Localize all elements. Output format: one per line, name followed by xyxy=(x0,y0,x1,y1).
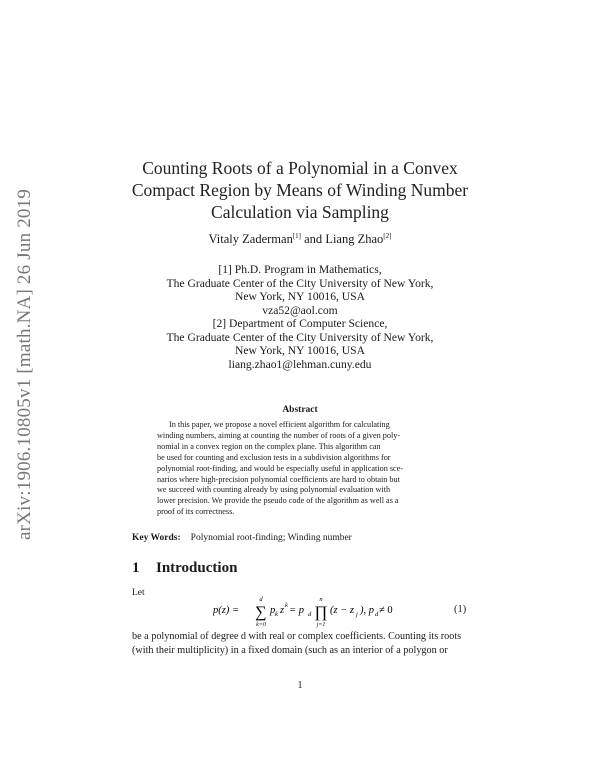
eq-sub-k: k xyxy=(275,611,278,618)
eq-sub-j: j xyxy=(356,611,358,618)
section-title: Introduction xyxy=(156,560,238,576)
eq-sup-k: k xyxy=(285,602,288,609)
eq-lhs: p(z) = xyxy=(213,605,240,616)
eq-sum-lower: k=0 xyxy=(256,622,266,628)
eq-prod-upper: n xyxy=(319,596,323,603)
eq-term1: p xyxy=(270,605,276,616)
eq-prod-symbol: ∏ xyxy=(314,604,328,621)
eq-sum-upper: d xyxy=(259,596,263,603)
abstract-line: winding numbers, aiming at counting the number of roots of a given poly- xyxy=(157,430,401,440)
author-2-mark: [2] xyxy=(383,232,392,240)
equation-1 xyxy=(213,593,393,633)
affiliation-line: The Graduate Center of the City University of New York, xyxy=(166,330,434,344)
equation-number: (1) xyxy=(454,604,467,615)
affiliation-email: liang.zhao1@lehman.cuny.edu xyxy=(228,357,372,371)
affiliation-line: [2] Department of Computer Science, xyxy=(212,317,388,330)
let-text: Let xyxy=(132,588,145,598)
eq-sum-symbol: ∑ xyxy=(255,604,267,621)
abstract-line: proof of its correctness. xyxy=(157,507,235,517)
eq-equals-pd: = p xyxy=(289,605,304,616)
abstract-line: lower precision. We provide the pseudo code of the algorithm as well as a xyxy=(157,496,399,506)
section-heading xyxy=(132,560,237,577)
abstract-body xyxy=(157,420,443,518)
abstract-line: polynomial root-finding, and would be especially useful in application sce- xyxy=(157,463,404,473)
abstract-line: In this paper, we propose a novel efficient algorithm for calculating xyxy=(169,420,390,429)
abstract-line: be used for counting and exclusion tests in a subdivision algorithms for xyxy=(157,452,391,462)
title-line: Counting Roots of a Polynomial in a Convex xyxy=(142,158,458,178)
authors xyxy=(130,232,470,247)
eq-close: ), p xyxy=(360,605,374,616)
eq-neq: ≠ 0 xyxy=(379,605,393,616)
eq-z: z xyxy=(280,605,285,616)
abstract-line: narios where high-precision polynomial coefficients are hard to obtain but xyxy=(157,474,400,484)
body-text xyxy=(132,630,468,657)
title-line: Compact Region by Means of Winding Number xyxy=(131,180,469,200)
arxiv-stamp: arXiv:1906.10805v1 [math.NA] 26 Jun 2019 xyxy=(14,188,35,540)
abstract-heading: Abstract xyxy=(282,405,318,415)
eq-sub-d2: d xyxy=(375,611,379,618)
keywords xyxy=(132,533,352,543)
keywords-label: Key Words: xyxy=(132,533,181,543)
page-number: 1 xyxy=(297,680,303,691)
author-2: Liang Zhao xyxy=(325,232,384,247)
body-line: (with their multiplicity) in a fixed domain (such as an interior of a polygon or xyxy=(132,644,448,656)
eq-prod-lower: j=1 xyxy=(316,622,326,628)
authors-and: and xyxy=(301,232,326,247)
affiliations xyxy=(130,263,470,371)
section-number: 1 xyxy=(132,560,140,576)
affiliation-email: vza52@aol.com xyxy=(262,303,338,317)
affiliation-line: New York, NY 10016, USA xyxy=(234,290,365,303)
affiliation-line: The Graduate Center of the City University of New York, xyxy=(166,276,434,290)
eq-term2: (z − z xyxy=(330,605,355,616)
affiliation-line: New York, NY 10016, USA xyxy=(234,344,365,357)
title-line: Calculation via Sampling xyxy=(211,202,389,222)
author-1: Vitaly Zaderman xyxy=(208,232,293,247)
paper-title xyxy=(130,157,470,223)
keywords-value: Polynomial root-finding; Winding number xyxy=(190,533,352,543)
author-1-mark: [1] xyxy=(292,232,301,240)
abstract-line: nomial in a convex region on the complex plane. This algorithm can xyxy=(157,441,381,451)
eq-sub-d: d xyxy=(308,611,312,618)
body-line: be a polynomial of degree d with real or complex coefficients. Counting its roots xyxy=(132,631,462,642)
abstract-line: we succeed with counting already by using polynomial evaluation with xyxy=(157,485,391,495)
affiliation-line: [1] Ph.D. Program in Mathematics, xyxy=(218,263,382,276)
